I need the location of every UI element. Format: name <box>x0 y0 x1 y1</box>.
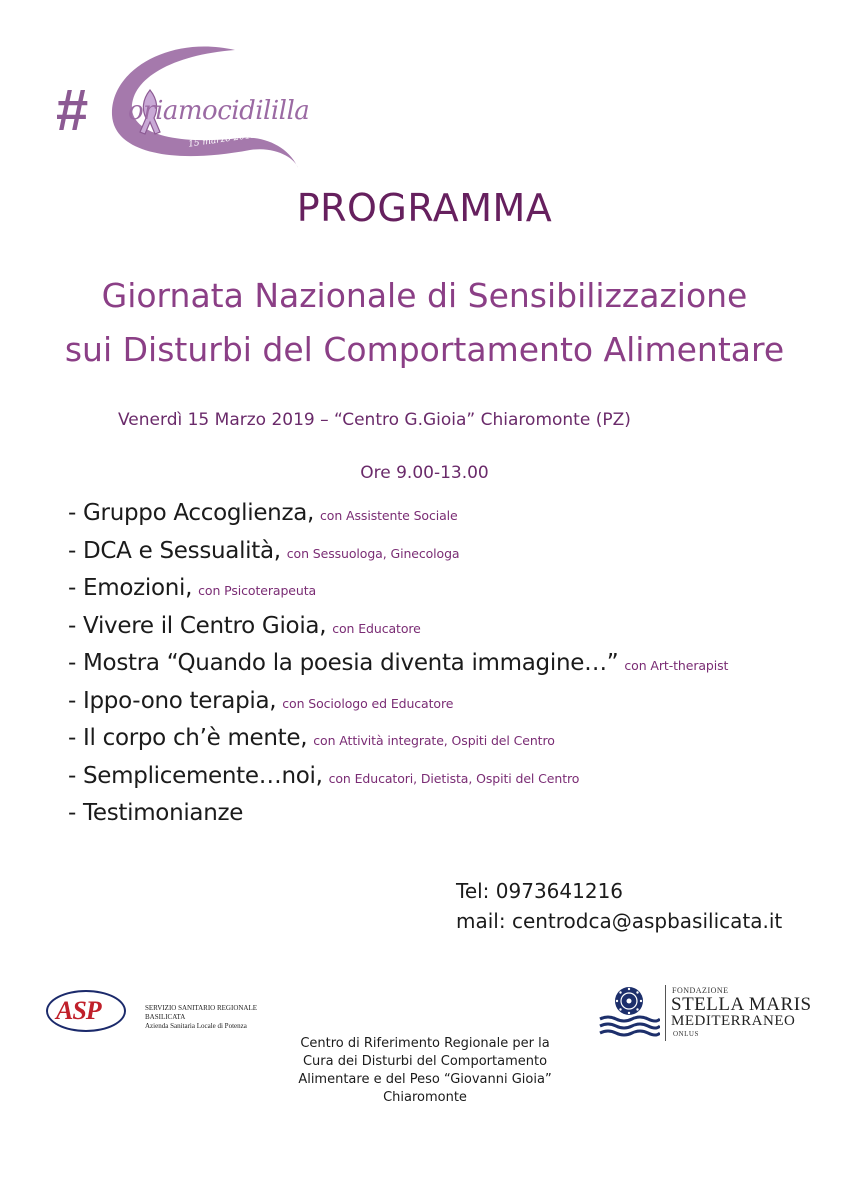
program-item-title: - Il corpo ch’è mente, <box>68 725 308 751</box>
program-item <box>68 650 728 688</box>
page-title: PROGRAMMA <box>296 186 553 230</box>
event-dateline: Venerdì 15 Marzo 2019 – “Centro G.Gioia” Chiaromonte (PZ) <box>118 410 631 430</box>
stella-maris-name-1: STELLA MARIS <box>671 994 812 1015</box>
program-item <box>68 763 728 801</box>
footer-center-text <box>255 1035 595 1107</box>
program-item <box>68 613 728 651</box>
program-item-note: con Assistente Sociale <box>320 508 458 523</box>
logo-hash: # <box>56 78 87 143</box>
event-hours: Ore 9.00-13.00 <box>360 463 489 483</box>
program-item <box>68 538 728 576</box>
asp-info-line: SERVIZIO SANITARIO REGIONALE <box>145 1004 258 1012</box>
program-item-title: - Ippo-ono terapia, <box>68 687 277 714</box>
footer-line: Chiaromonte <box>383 1090 467 1105</box>
footer-line: Cura dei Disturbi del Comportamento <box>302 1054 548 1069</box>
subtitle-line-1: Giornata Nazionale di Sensibilizzazione <box>101 276 748 315</box>
program-item-note: con Educatore <box>332 620 421 636</box>
stella-maris-fondazione: FONDAZIONE <box>672 986 729 995</box>
program-item <box>68 800 728 838</box>
program-item-title: - Vivere il Centro Gioia, <box>68 612 327 639</box>
footer-line: Alimentare e del Peso “Giovanni Gioia” <box>298 1072 552 1087</box>
program-item-title: - Semplicemente…noi, <box>68 762 323 789</box>
asp-info <box>145 1004 257 1031</box>
program-item-title: - Mostra “Quando la poesia diventa immagine…” <box>68 650 619 676</box>
program-item-title: - Gruppo Accoglienza, <box>68 500 315 526</box>
program-item <box>68 688 728 726</box>
program-item <box>68 575 728 613</box>
program-list <box>68 500 728 838</box>
contact-phone: Tel: 0973641216 <box>456 879 624 903</box>
program-item <box>68 500 728 538</box>
program-item-note: con Educatori, Dietista, Ospiti del Centro <box>328 770 580 786</box>
contact-email[interactable]: mail: centrodca@aspbasilicata.it <box>456 909 783 933</box>
program-item-note: con Sociologo ed Educatore <box>282 695 454 711</box>
subtitle-line-2: sui Disturbi del Comportamento Alimentare <box>64 330 785 369</box>
logo-date: 15 marzo 2019 <box>187 130 257 150</box>
program-item <box>68 725 728 763</box>
stella-maris-onlus: ONLUS <box>673 1030 699 1038</box>
program-item-note: con Attività integrate, Ospiti del Centro <box>313 733 555 748</box>
stella-maris-divider <box>665 985 666 1041</box>
asp-info-line: Azienda Sanitaria Locale di Potenza <box>145 1022 247 1030</box>
stella-maris-name-2: MEDITERRANEO <box>671 1013 796 1029</box>
asp-info-line: BASILICATA <box>145 1013 186 1021</box>
campaign-logo <box>50 40 310 175</box>
program-item-note: con Art-therapist <box>624 658 729 673</box>
program-item-title: - Testimonianze <box>68 800 244 826</box>
asp-logo-letters: ASP <box>56 996 101 1025</box>
logo-word: oriamocidililla <box>128 96 310 126</box>
program-item-note: con Sessuologa, Ginecologa <box>286 545 460 561</box>
program-item-title: - DCA e Sessualità, <box>68 537 281 564</box>
program-item-title: - Emozioni, <box>68 575 193 601</box>
stella-maris-emblem-icon <box>598 985 660 1037</box>
program-item-note: con Psicoterapeuta <box>198 583 317 598</box>
footer-line: Centro di Riferimento Regionale per la <box>300 1036 550 1051</box>
